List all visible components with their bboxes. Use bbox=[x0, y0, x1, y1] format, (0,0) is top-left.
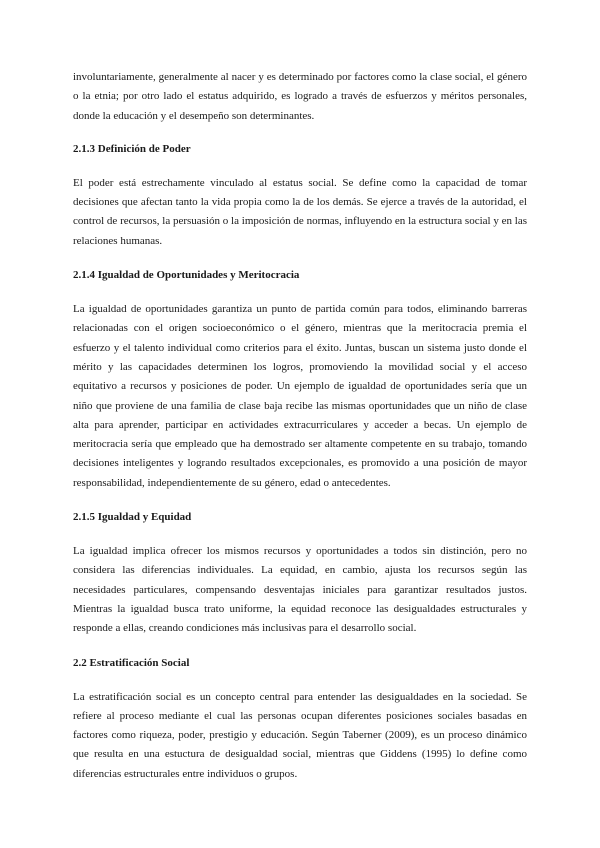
heading-igualdad-equidad: 2.1.5 Igualdad y Equidad bbox=[73, 511, 192, 524]
heading-definicion-poder: 2.1.3 Definición de Poder bbox=[73, 142, 191, 155]
page-content bbox=[73, 68, 527, 799]
heading-estratificacion-social: 2.2 Estratificación Social bbox=[73, 656, 190, 669]
paragraph-definicion-poder: El poder está estrechamente vinculado al estatus social. Se define como la capacidad de tomar decisiones que afectan tanto la vida propia como la de los demás. Se ejerce a través de la autoridad, el control de recursos, la persuasión o la imposición de normas, influyendo en la estructura social y en las relaciones humanas. bbox=[73, 176, 527, 247]
intro-paragraph: involuntariamente, generalmente al nacer y es determinado por factores como la clase social, el género o la etnia; por otro lado el estatus adquirido, es logrado a través de esfuerzos y méritos personales, donde la educación y el desempeño son determinantes. bbox=[73, 71, 527, 122]
heading-igualdad-oportunidades: 2.1.4 Igualdad de Oportunidades y Meritocracia bbox=[73, 269, 300, 282]
paragraph-igualdad-equidad: La igualdad implica ofrecer los mismos recursos y oportunidades a todos sin distinción, pero no considera las diferencias individuales. La equidad, en cambio, ajusta los recursos según las necesidades particulares, compensando desventajas iniciales para garantizar resultados justos. Mientras la igualdad busca trato uniforme, la equidad reconoce las desigualdades estructurales y responde a ellas, creando condiciones más inclusivas para el desarrollo social. bbox=[73, 545, 527, 635]
paragraph-estratificacion-social: La estratificación social es un concepto central para entender las desigualdades en la sociedad. Se refiere al proceso mediante el cual las personas ocupan diferentes posiciones sociales basadas en factores como riqueza, poder, prestigio y educación. Según Taberner (2009), es un proceso dinámico que resulta en una estuctura de desigualdad social, mientras que Giddens (1995) lo define como diferencias estructurales entre individuos o grupos. bbox=[73, 690, 527, 780]
paragraph-igualdad-oportunidades: La igualdad de oportunidades garantiza un punto de partida común para todos, eliminando barreras relacionadas con el origen socioeconómico o el género, mientras que la meritocracia premia el esfuerzo y el talento individual como criterios para el éxito. Juntas, buscan un sistema justo donde el mérito y las capacidades determinen los logros, promoviendo la movilidad social y el acceso equitativo a recursos y posiciones de poder. Un ejemplo de igualdad de oportunidades sería que un niño que proviene de una familia de clase baja recibe las mismas oportunidades que un niño de clase alta para aprender, participar en actividades extracurriculares y acceder a becas. Un ejemplo de meritocracia sería que empleado que ha demostrado ser altamente competente en su trabajo, tomando decisiones inteligentes y logrando resultados excepcionales, es promovido a una posición de mayor responsabilidad, independientemente de su género, edad o antecedentes. bbox=[73, 303, 527, 489]
